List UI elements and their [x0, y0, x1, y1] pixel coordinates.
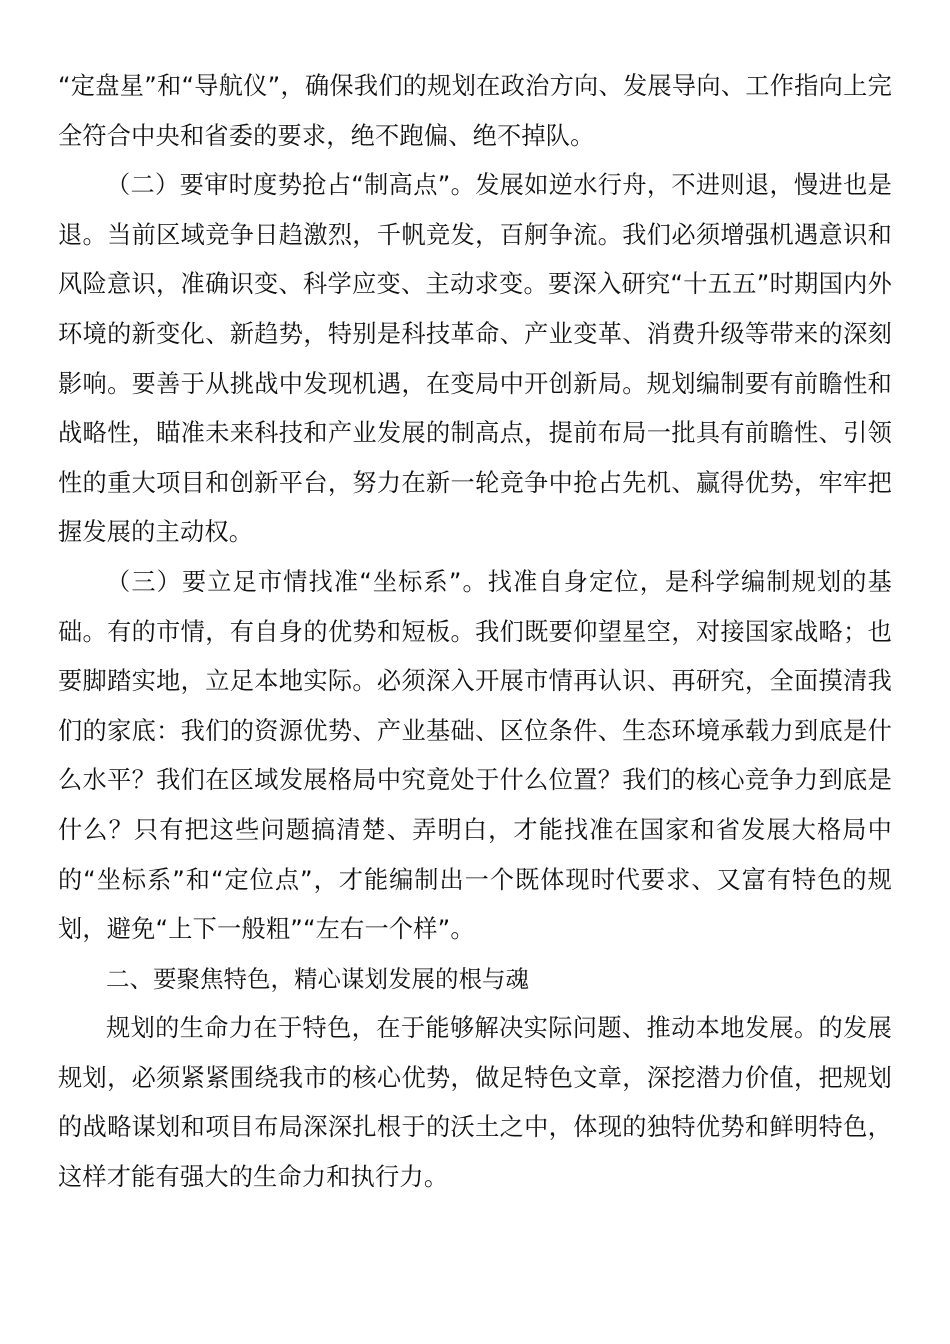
paragraph-section-two: （二）要审时度势抢占“制高点”。发展如逆水行舟，不进则退，慢进也是退。当前区域竞争日趋激烈，千帆竞发，百舸争流。我们必须增强机遇意识和风险意识，准确识变、科学应变、主动求变。要深入研究“十五五”时期国内外环境的新变化、新趋势，特别是科技革命、产业变革、消费升级等带来的深刻影响。要善于从挑战中发现机遇，在变局中开创新局。规划编制要有前瞻性和战略性，瞄准未来科技和产业发展的制高点，提前布局一批具有前瞻性、引领性的重大项目和创新平台，努力在新一轮竞争中抢占先机、赢得优势，牢牢把握发展的主动权。 — [58, 171, 892, 547]
paragraph-continuation: “定盘星”和“导航仪”，确保我们的规划在政治方向、发展导向、工作指向上完全符合中央和省委的要求，绝不跑偏、绝不掉队。 — [58, 72, 892, 150]
paragraph-characteristics: 规划的生命力在于特色，在于能够解决实际问题、推动本地发展。的发展规划，必须紧紧围绕我市的核心优势，做足特色文章，深挖潜力价值，把规划的战略谋划和项目布局深深扎根于的沃土之中，体现的独特优势和鲜明特色，这样才能有强大的生命力和执行力。 — [58, 1014, 892, 1192]
document-page — [58, 62, 892, 1203]
paragraph-section-three: （三）要立足市情找准“坐标系”。找准自身定位，是科学编制规划的基础。有的市情，有自身的优势和短板。我们既要仰望星空，对接国家战略；也要脚踏实地，立足本地实际。必须深入开展市情再认识、再研究，全面摸清我们的家底：我们的资源优势、产业基础、区位条件、生态环境承载力到底是什么水平？我们在区域发展格局中究竟处于什么位置？我们的核心竞争力到底是什么？只有把这些问题搞清楚、弄明白，才能找准在国家和省发展大格局中的“坐标系”和“定位点”，才能编制出一个既体现时代要求、又富有特色的规划，避免“上下一般粗”“左右一个样”。 — [58, 567, 892, 944]
section-heading: 二、要聚焦特色，精心谋划发展的根与魂 — [106, 964, 529, 993]
